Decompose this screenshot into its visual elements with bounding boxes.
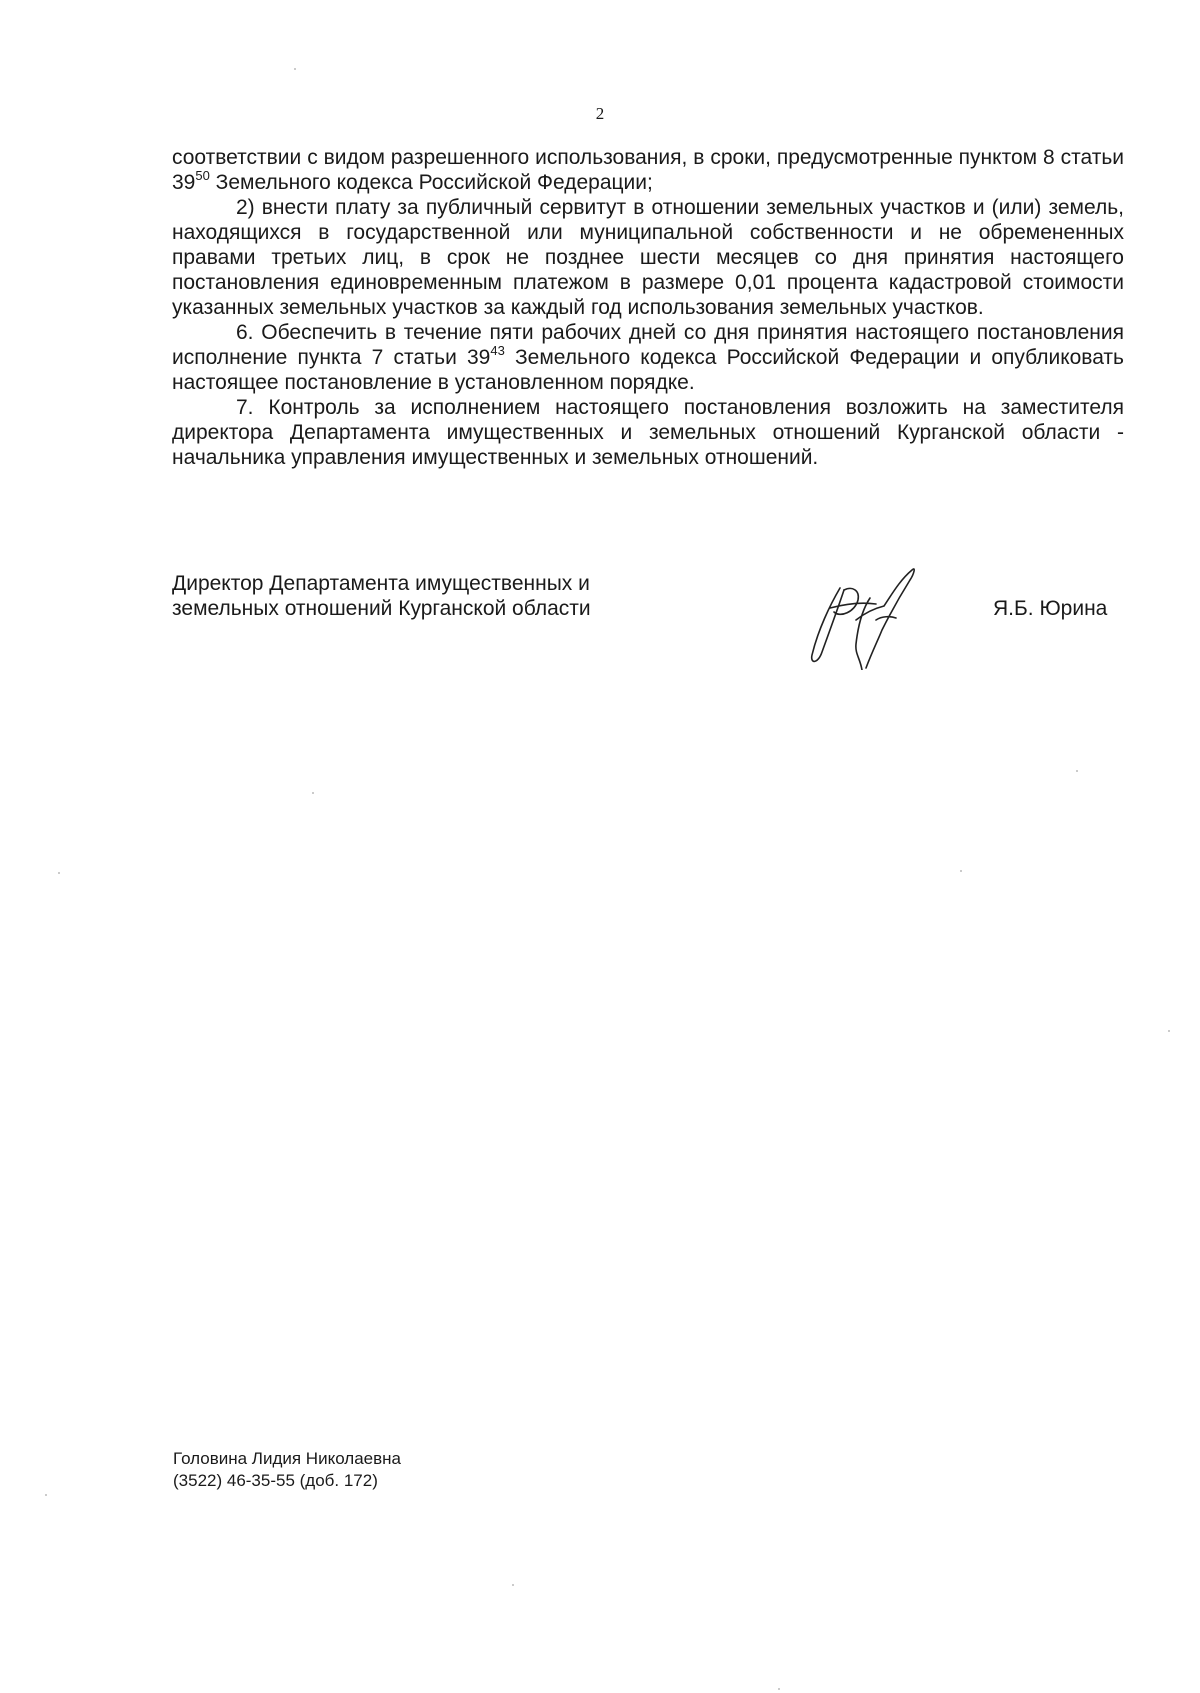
paragraph [172,395,1124,470]
handwritten-signature [800,560,940,670]
paragraph-text: соответствии с видом разрешенного использования, в сроки, предусмотренные пунктом 8 статьи 39 [172,146,1124,194]
paragraph [172,195,1124,320]
page-number: 2 [595,104,605,123]
paragraph [172,145,1124,195]
signer-position-line: Директор Департамента имущественных и [172,572,590,595]
signer-name: Я.Б. Юрина [993,597,1108,620]
scan-speck [1076,770,1078,772]
scan-speck [512,1584,514,1586]
scan-speck [778,1688,780,1690]
signer-position [172,571,591,621]
document-body [172,145,1124,470]
scan-speck [58,872,60,874]
scan-speck [312,792,314,794]
executor-phone: (3522) 46-35-55 (доб. 172) [173,1471,378,1490]
paragraph-text: 6. Обеспечить в течение пяти рабочих дней со дня принятия настоящего постановления исполнение пункта 7 статьи 39 [172,321,1124,369]
superscript: 43 [490,343,505,358]
scan-speck [1168,1030,1170,1032]
paragraph-text: 7. Контроль за исполнением настоящего постановления возложить на заместителя директора Департамента имущественных и земельных отношений Курганской области - начальника управления имущественных и земельных отношений. [172,396,1124,469]
paragraph-text: 2) внести плату за публичный сервитут в отношении земельных участков и (или) земель, находящихся в государственной или муниципальной собственности и не обремененных правами третьих лиц, в срок не позднее шести месяцев со дня принятия настоящего постановления единовременным платежом в размере 0,01 процента кадастровой стоимости указанных земельных участков за каждый год использования земельных участков. [172,196,1124,319]
superscript: 50 [195,168,210,183]
scan-speck [960,870,962,872]
signer-position-line: земельных отношений Курганской области [172,597,591,620]
paragraph [172,320,1124,395]
paragraph-text: Земельного кодекса Российской Федерации и опубликовать настоящее постановление в установленном порядке. [172,346,1124,394]
scan-speck [294,68,296,70]
paragraph-text: Земельного кодекса Российской Федерации; [209,171,653,194]
executor-name: Головина Лидия Николаевна [173,1449,401,1468]
executor-info [173,1448,401,1492]
scan-speck [45,1494,47,1496]
